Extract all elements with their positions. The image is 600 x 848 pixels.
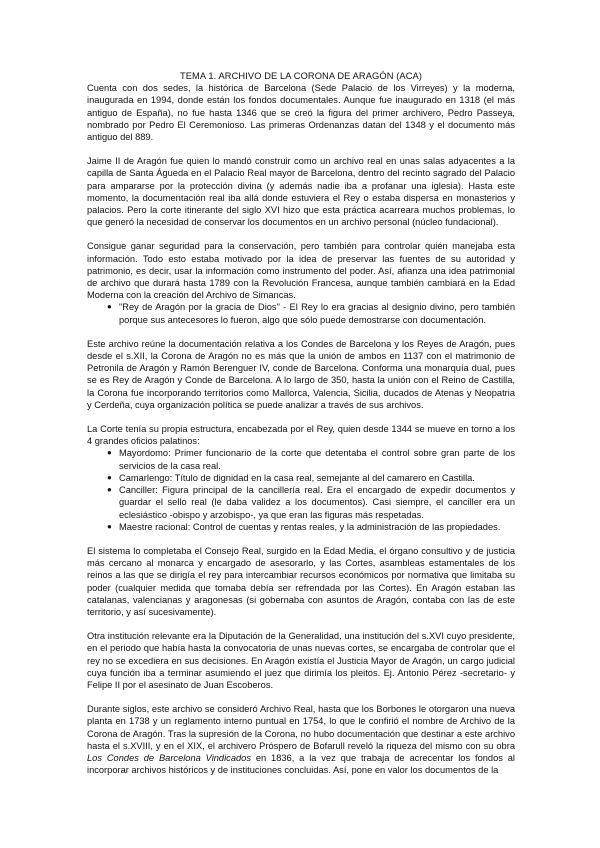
list-item-text: Camarlengo: Título de dignidad en la casa real, semejante al del camarero en Castilla. bbox=[119, 472, 475, 483]
paragraph-documentacion: Este archivo reúne la documentación relativa a los Condes de Barcelona y los Reyes de Aragón, pues desde el s.XII, la Corona de Aragón no es más que la unión de ambos en 1137 con el matrimonio de Petronila de Aragón y Ramón Berenguer IV, conde de Barcelona. Conforma una monarquía dual, pues se es Rey de Aragón y Conde de Barcelona. A lo largo de 350, hasta la unión con el Reino de Castilla, la Corona fue incorporando territorios como Mallorca, Valencia, Sicilia, ducados de Atenas y Neopatria y Cerdeña, cuya organización política se puede analizar a través de sus archivos. bbox=[87, 338, 515, 410]
bullet-icon: ● bbox=[107, 521, 112, 531]
list-item-text: Canciller: Figura principal de la cancillería real. Era el encargado de expedir documentos y guardar el sello real (le daba validez a los documentos). Casi siempre, el canciller era un eclesiástico -obispo y arzobispo-, ya que eran las figuras más respetadas. bbox=[119, 485, 515, 520]
paragraph-diputacion: Otra institución relevante era la Diputación de la Generalidad, una institución del s.XVI cuyo presidente, en el periodo que había hasta la convocatoria de unas nuevas cortes, se encargaba de controlar que el rey no se excediera en sus decisiones. En Aragón existía el Justicia Mayor de Aragón, un cargo judicial cuya función iba a terminar asumiendo el juez que dirimía los pleitos. Ej. Antonio Pérez -secretario- y Felipe II por el asesinato de Juan Escoberos. bbox=[87, 631, 515, 690]
paragraph-consejo-real: El sistema lo completaba el Consejo Real, surgido en la Edad Media, el órgano consultivo y de justicia más cercano al monarca y encargado de asesorarlo, y las Cortes, asambleas estamentales de los reinos a las que se dirigía el rey para intercambiar recursos económicos por normativa que limitaba su poder (cualquier medida que tomaba debía ser refrendada por las Cortes). En Aragón estaban las catalanas, valencianas y aragonesas (si gobernaba con asuntos de Aragón, contaba con las de este territorio, y así sucesivamente). bbox=[87, 545, 515, 617]
paragraph-jaime-ii: Jaime II de Aragón fue quien lo mandó construir como un archivo real en unas salas adyacentes a la capilla de Santa Águeda en el Palacio Real mayor de Barcelona, dentro del recinto sagrado del Palacio para ampararse por la protección divina (y además nadie iba a profanar una iglesia). Hasta este momento, la documentación real iba allá donde estuviera el Rey o estaba dispersa en monasterios y palacios. Pero la corte itinerante del siglo XVI hizo que esta práctica acarreara muchos problemas, lo que generó la necesidad de conservar los documentos en un archivo personal (núcleo fundacional). bbox=[87, 156, 515, 228]
paragraph-text: en 1836, a la vez que trabaja de acrecentar los fondos al incorporar archivos históricos y de instituciones concluidas. Así, pone en valor los documentos de la bbox=[87, 752, 515, 776]
list-item bbox=[87, 301, 515, 325]
list-item bbox=[87, 521, 515, 533]
list-item bbox=[87, 447, 515, 471]
paragraph-sedes: Cuenta con dos sedes, la histórica de Barcelona (Sede Palacio de los Virreyes) y la moderna, inaugurada en 1994, donde están los fondos documentales. Aunque fue inaugurado en 1318 (el más antiguo de España), no fue hasta 1346 que se creó la figura del primer archivero, Pedro Passeya, nombrado por Pedro El Ceremonioso. Las primeras Ordenanzas datan del 1348 y el documento más antiguo del 889. bbox=[87, 83, 515, 143]
bullet-icon: ● bbox=[107, 485, 112, 495]
bullet-icon: ● bbox=[107, 302, 112, 312]
page-title: TEMA 1. ARCHIVO DE LA CORONA DE ARAGÓN (ACA) bbox=[179, 71, 423, 81]
list-item bbox=[87, 472, 515, 484]
paragraph-corte: La Corte tenía su propia estructura, encabezada por el Rey, quien desde 1344 se mueve en torno a los 4 grandes oficios palatinos: bbox=[87, 424, 515, 447]
list-item-text: "Rey de Aragón por la gracia de Dios" - El Rey lo era gracias al designio divino, pero también porque sus antecesores lo fueron, algo que sólo puede demostrarse con documentación. bbox=[119, 302, 515, 325]
list-item bbox=[87, 484, 515, 521]
list-item-text: Mayordomo: Primer funcionario de la corte que detentaba el control sobre gran parte de los servicios de la casa real. bbox=[119, 448, 515, 471]
list-item-text: Maestre racional: Control de cuentas y rentas reales, y la administración de las propiedades. bbox=[119, 521, 501, 532]
book-title: Los Condes de Barcelona Vindicados bbox=[87, 752, 251, 763]
document-body bbox=[87, 70, 515, 776]
paragraph-seguridad: Consigue ganar seguridad para la conservación, pero también para controlar quién manejaba esta información. Todo esto estaba motivado por la idea de preservar las fuentes de su autoridad y patrimonio, es decir, usar la información como instrumento del poder. Así, afianza una idea patrimonial de archivo que durará hasta 1789 con la Revolución Francesa, aunque también cambiará en la Edad Moderna con la creación del Archivo de Simancas. bbox=[87, 241, 515, 301]
paragraph-text: Durante siglos, este archivo se consideró Archivo Real, hasta que los Borbones le otorgaron una nueva planta en 1738 y un reglamento interno puntual en 1754, lo que le confirió el nombre de Archivo de la Corona de Aragón. Tras la supresión de la Corona, no hubo documentación que destinar a este archivo hasta el s.XVIII, y en el XIX, el archivero Próspero de Bofarull reveló la riqueza del mismo con su obra bbox=[87, 704, 515, 751]
bullet-list-oficios bbox=[87, 447, 515, 532]
bullet-icon: ● bbox=[107, 472, 112, 482]
bullet-list-rey bbox=[87, 301, 515, 325]
bullet-icon: ● bbox=[107, 448, 112, 458]
paragraph-borbones bbox=[87, 703, 515, 776]
